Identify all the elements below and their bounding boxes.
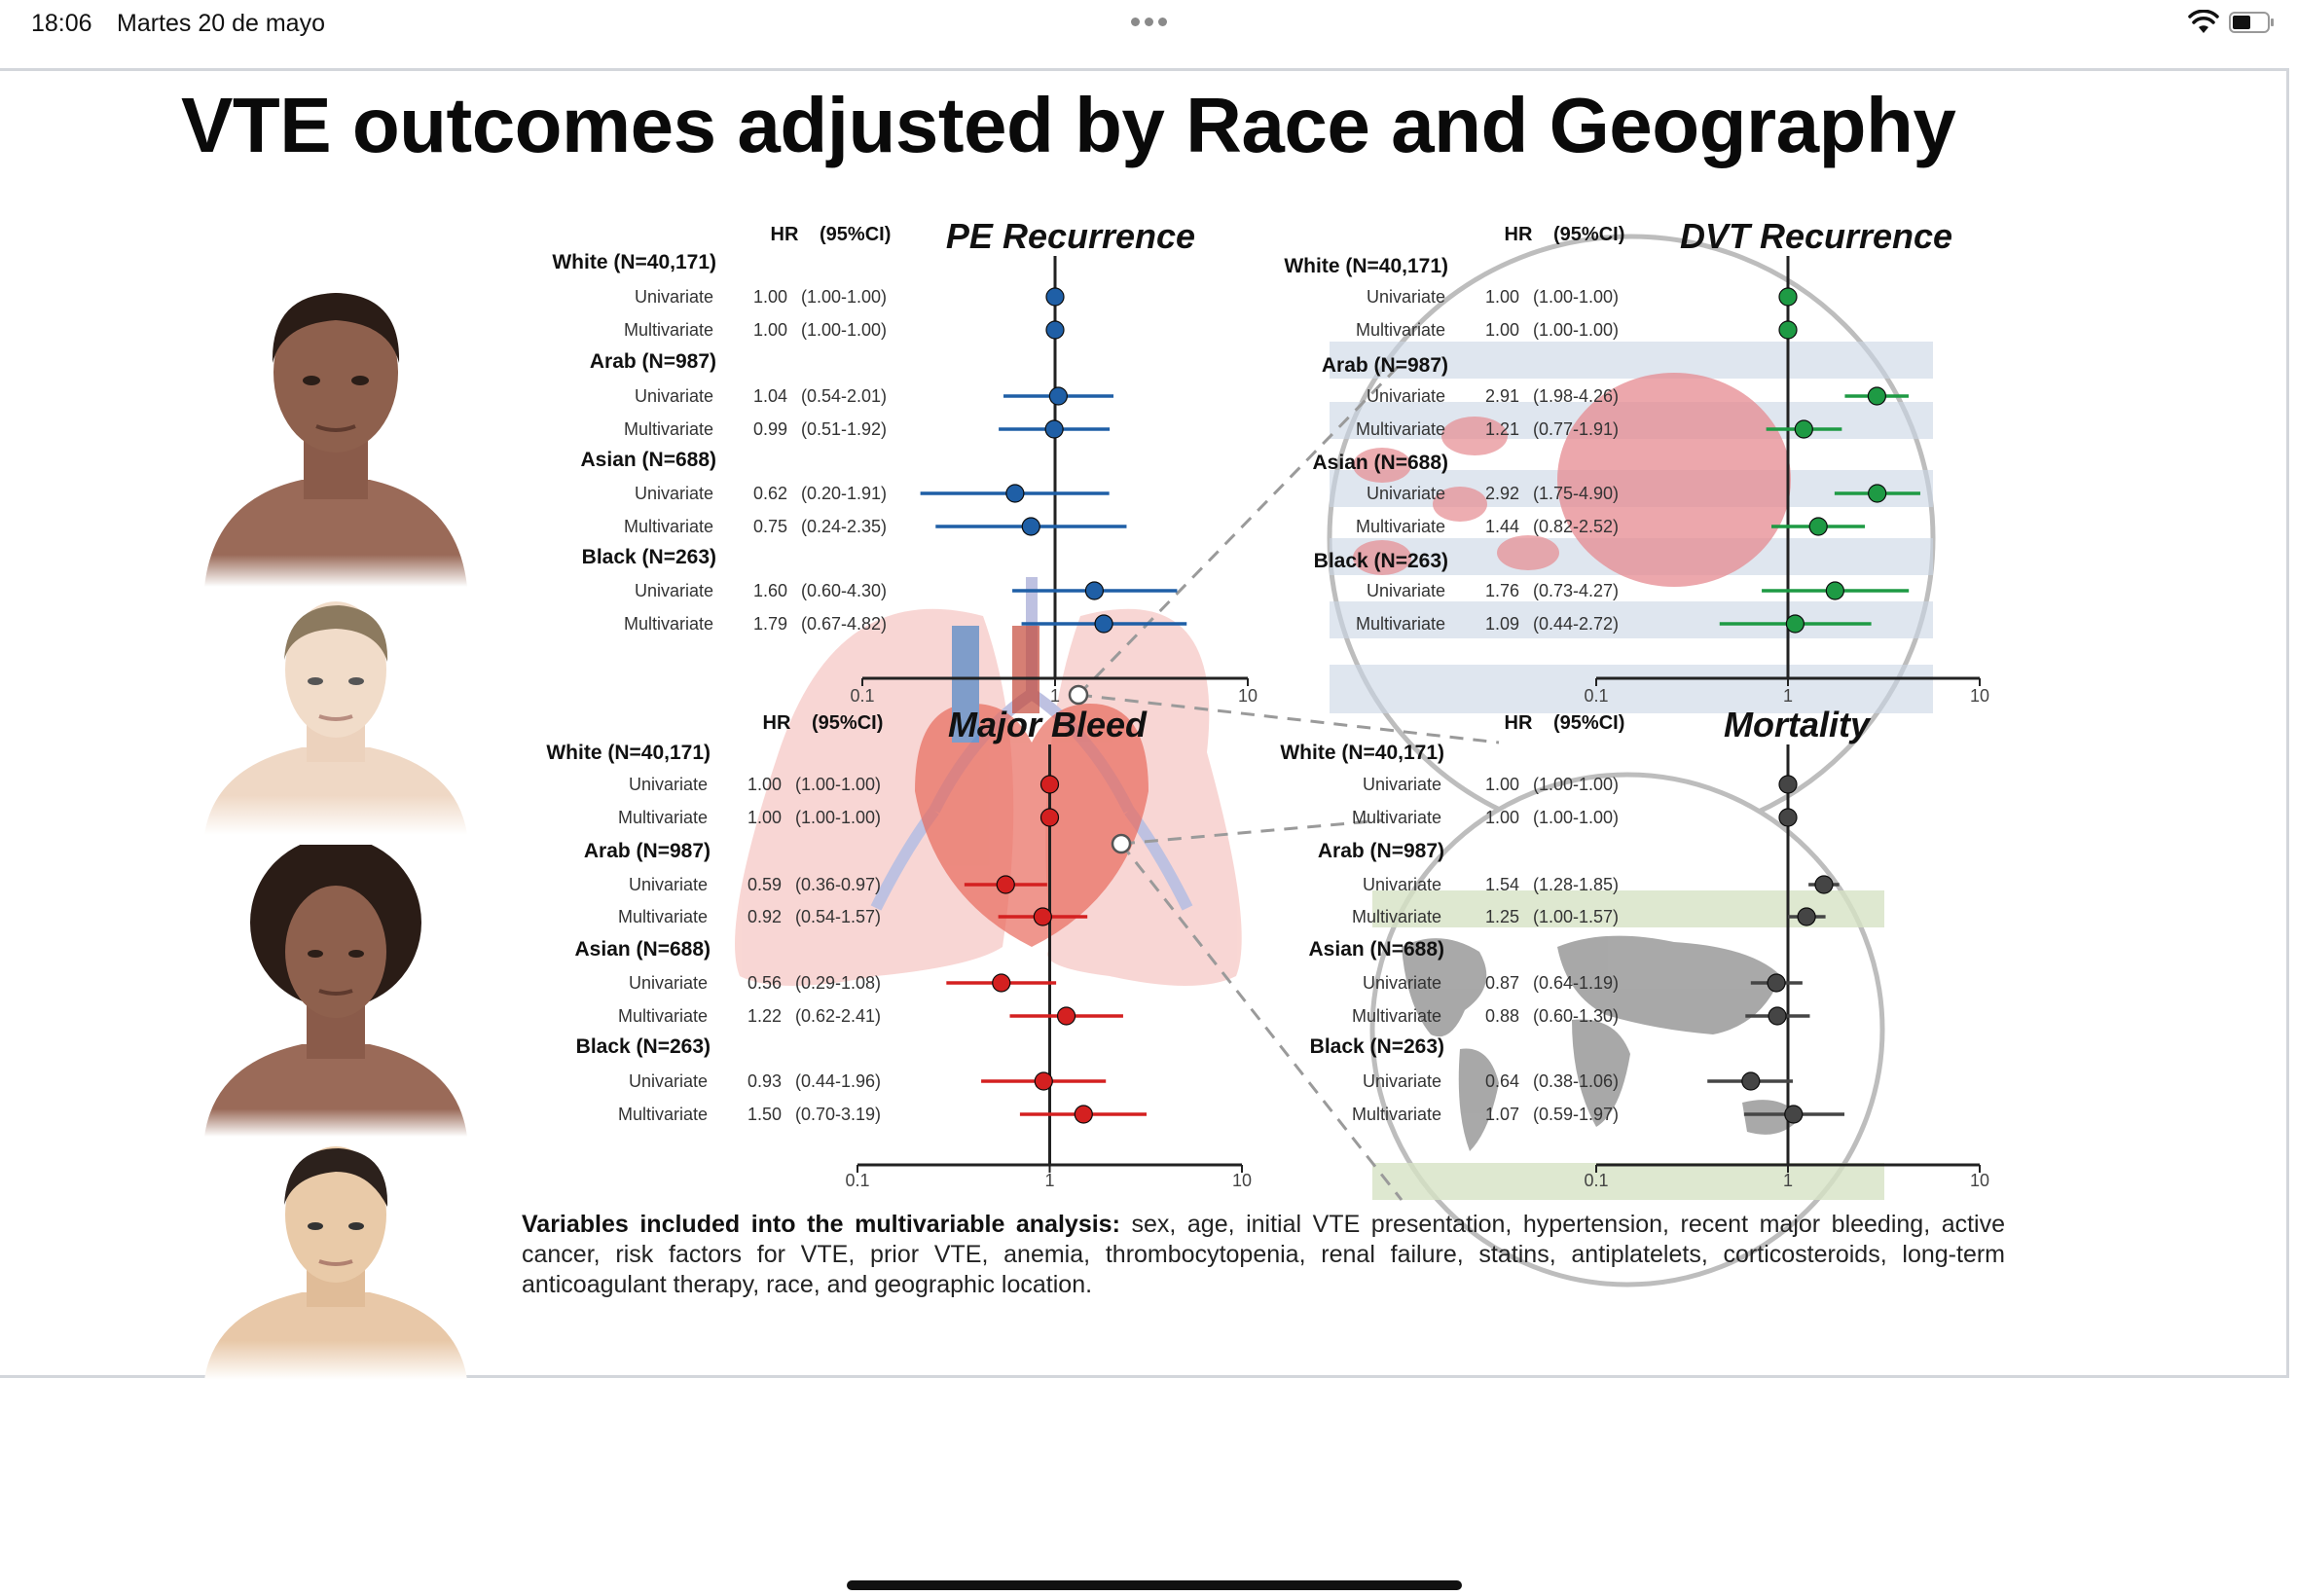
home-indicator[interactable] — [847, 1580, 1462, 1590]
hr-value: 0.56 — [747, 973, 783, 993]
ci-value: (0.82-2.52) — [1533, 517, 1620, 536]
variables-note-label: Variables included into the multivariable analysis: — [522, 1211, 1120, 1238]
ci-header: (95%CI) — [1553, 224, 1625, 245]
group-label: White (N=40,171) — [552, 251, 716, 273]
group-label: Arab (N=987) — [1317, 840, 1444, 862]
x-tick-label: 10 — [1969, 1171, 1990, 1190]
group-label: Black (N=263) — [581, 546, 716, 568]
hr-value: 2.91 — [1485, 386, 1520, 406]
hr-point — [1085, 582, 1103, 599]
group-label: White (N=40,171) — [546, 742, 711, 764]
hr-point — [1826, 582, 1843, 599]
model-label: Univariate — [628, 775, 708, 794]
model-label: Univariate — [1366, 386, 1445, 406]
hr-value: 1.50 — [747, 1105, 783, 1124]
hr-value: 0.64 — [1485, 1071, 1520, 1091]
chart-title: PE Recurrence — [945, 216, 1196, 256]
status-date: Martes 20 de mayo — [117, 10, 325, 37]
chart-title: DVT Recurrence — [1679, 216, 1953, 256]
x-tick-label: 0.1 — [850, 686, 875, 706]
hr-value: 1.60 — [753, 581, 788, 600]
hr-point — [1768, 974, 1785, 992]
ci-value: (0.44-1.96) — [795, 1071, 882, 1091]
ci-value: (1.75-4.90) — [1533, 484, 1620, 503]
hr-value: 1.00 — [753, 287, 788, 307]
x-tick-label: 1 — [1782, 1171, 1794, 1190]
ci-value: (0.54-2.01) — [801, 386, 888, 406]
variables-note-text: sex, age, initial VTE presentation, hypertension, recent major bleeding, active cancer, risk factors for VTE, prior VTE, anemia, thrombocytopenia, renal failure, statins, antiplatelets, corticosteroids, long-term anticoagulant therapy, race, and geographic location. — [522, 1211, 2006, 1298]
ci-value: (0.44-2.72) — [1533, 614, 1620, 634]
hr-point — [1779, 776, 1797, 793]
hr-value: 2.92 — [1485, 484, 1520, 503]
group-label: Black (N=263) — [575, 1035, 711, 1058]
model-label: Multivariate — [617, 907, 708, 926]
hr-point — [993, 974, 1010, 992]
group-label: White (N=40,171) — [1280, 742, 1444, 764]
x-tick-label: 0.1 — [1584, 1171, 1609, 1190]
ci-header: (95%CI) — [820, 224, 892, 245]
hr-point — [1046, 288, 1064, 306]
ci-value: (1.00-1.00) — [1533, 287, 1620, 307]
ci-value: (0.64-1.19) — [1533, 973, 1620, 993]
hr-point — [1768, 1007, 1786, 1025]
model-label: Univariate — [634, 386, 713, 406]
ci-value: (1.00-1.00) — [1533, 808, 1620, 827]
model-label: Multivariate — [1351, 1006, 1441, 1026]
hr-point — [1041, 809, 1059, 826]
group-label: Asian (N=688) — [1312, 452, 1448, 474]
hr-point — [1095, 615, 1112, 633]
hr-point — [1779, 809, 1797, 826]
model-label: Multivariate — [1351, 1105, 1441, 1124]
ci-value: (1.00-1.00) — [801, 320, 888, 340]
multitasking-dots-icon[interactable] — [1131, 14, 1176, 25]
hr-point — [1785, 1106, 1803, 1123]
ci-value: (0.60-1.30) — [1533, 1006, 1620, 1026]
model-label: Univariate — [634, 287, 713, 307]
ci-value: (1.00-1.00) — [801, 287, 888, 307]
hr-value: 0.99 — [753, 419, 788, 439]
model-label: Univariate — [628, 1071, 708, 1091]
hr-value: 1.00 — [1485, 775, 1520, 794]
model-label: Univariate — [628, 973, 708, 993]
model-label: Multivariate — [1355, 320, 1445, 340]
model-label: Univariate — [1362, 1071, 1441, 1091]
hr-value: 1.25 — [1485, 907, 1520, 926]
hr-value: 1.00 — [747, 775, 783, 794]
x-tick-label: 10 — [1237, 686, 1258, 706]
hr-point — [1045, 420, 1063, 438]
hr-point — [1046, 321, 1064, 339]
hr-value: 1.54 — [1485, 875, 1520, 894]
forest-plot-panel — [0, 71, 2289, 1375]
model-label: Multivariate — [623, 419, 713, 439]
hr-value: 0.75 — [753, 517, 788, 536]
hr-point — [1006, 485, 1024, 502]
hr-point — [1786, 615, 1804, 633]
battery-icon — [2229, 12, 2276, 33]
ci-value: (0.59-1.97) — [1533, 1105, 1620, 1124]
ci-value: (1.28-1.85) — [1533, 875, 1620, 894]
hr-point — [1809, 518, 1827, 535]
model-label: Multivariate — [617, 1105, 708, 1124]
model-label: Univariate — [634, 581, 713, 600]
ci-value: (0.73-4.27) — [1533, 581, 1620, 600]
status-bar — [0, 0, 2297, 49]
model-label: Univariate — [1366, 484, 1445, 503]
ci-value: (0.70-3.19) — [795, 1105, 882, 1124]
hr-point — [1034, 908, 1051, 925]
model-label: Multivariate — [617, 1006, 708, 1026]
group-label: Asian (N=688) — [580, 449, 716, 471]
status-time: 18:06 — [31, 10, 92, 37]
hr-point — [1035, 1072, 1052, 1090]
x-tick-label: 10 — [1231, 1171, 1253, 1190]
group-label: Arab (N=987) — [583, 840, 711, 862]
group-label: Black (N=263) — [1309, 1035, 1444, 1058]
slide — [0, 68, 2289, 1378]
ci-value: (0.67-4.82) — [801, 614, 888, 634]
ci-value: (0.36-0.97) — [795, 875, 882, 894]
slide-title: VTE outcomes adjusted by Race and Geography — [181, 82, 1956, 168]
model-label: Multivariate — [1355, 614, 1445, 634]
ci-value: (0.51-1.92) — [801, 419, 888, 439]
ci-value: (0.29-1.08) — [795, 973, 882, 993]
x-tick-label: 0.1 — [1584, 686, 1609, 706]
ci-value: (0.77-1.91) — [1533, 419, 1620, 439]
chart-title: Mortality — [1723, 705, 1871, 744]
hr-value: 0.87 — [1485, 973, 1520, 993]
ci-header: (95%CI) — [812, 712, 884, 734]
hr-point — [1075, 1106, 1092, 1123]
model-label: Univariate — [634, 484, 713, 503]
hr-header: HR — [770, 224, 799, 245]
hr-value: 1.44 — [1485, 517, 1520, 536]
ci-header: (95%CI) — [1553, 712, 1625, 734]
model-label: Multivariate — [617, 808, 708, 827]
wifi-icon — [2188, 10, 2219, 35]
group-label: Black (N=263) — [1313, 550, 1448, 572]
hr-point — [1041, 776, 1059, 793]
hr-header: HR — [1504, 224, 1533, 245]
hr-value: 1.79 — [753, 614, 788, 634]
hr-value: 0.92 — [747, 907, 783, 926]
x-tick-label: 1 — [1782, 686, 1794, 706]
ci-value: (1.98-4.26) — [1533, 386, 1620, 406]
model-label: Univariate — [1362, 973, 1441, 993]
hr-point — [1815, 876, 1833, 893]
model-label: Multivariate — [1351, 808, 1441, 827]
hr-value: 1.07 — [1485, 1105, 1520, 1124]
ci-value: (0.20-1.91) — [801, 484, 888, 503]
group-label: Arab (N=987) — [1321, 354, 1448, 377]
model-label: Multivariate — [623, 517, 713, 536]
hr-value: 1.00 — [747, 808, 783, 827]
ci-value: (0.62-2.41) — [795, 1006, 882, 1026]
ci-value: (1.00-1.00) — [795, 775, 882, 794]
ci-value: (1.00-1.00) — [1533, 320, 1620, 340]
model-label: Multivariate — [1355, 517, 1445, 536]
group-label: Asian (N=688) — [1308, 938, 1444, 961]
x-tick-label: 10 — [1969, 686, 1990, 706]
hr-value: 1.00 — [1485, 320, 1520, 340]
model-label: Multivariate — [623, 320, 713, 340]
hr-point — [1022, 518, 1039, 535]
ci-value: (0.54-1.57) — [795, 907, 882, 926]
hr-value: 0.93 — [747, 1071, 783, 1091]
hr-value: 0.88 — [1485, 1006, 1520, 1026]
x-tick-label: 1 — [1049, 686, 1061, 706]
hr-value: 1.22 — [747, 1006, 783, 1026]
model-label: Univariate — [1362, 775, 1441, 794]
group-label: Asian (N=688) — [574, 938, 711, 961]
ci-value: (1.00-1.00) — [795, 808, 882, 827]
hr-point — [1869, 485, 1886, 502]
hr-point — [1798, 908, 1815, 925]
hr-point — [1742, 1072, 1760, 1090]
hr-point — [1058, 1007, 1076, 1025]
hr-value: 1.04 — [753, 386, 788, 406]
model-label: Univariate — [1362, 875, 1441, 894]
hr-point — [1779, 288, 1797, 306]
hr-point — [1049, 387, 1067, 405]
hr-value: 0.59 — [747, 875, 783, 894]
model-label: Univariate — [628, 875, 708, 894]
hr-value: 1.00 — [1485, 287, 1520, 307]
ci-value: (1.00-1.57) — [1533, 907, 1620, 926]
hr-point — [1868, 387, 1885, 405]
x-tick-label: 1 — [1044, 1171, 1055, 1190]
hr-header: HR — [762, 712, 791, 734]
model-label: Multivariate — [1355, 419, 1445, 439]
x-tick-label: 0.1 — [845, 1171, 870, 1190]
hr-value: 0.62 — [753, 484, 788, 503]
hr-header: HR — [1504, 712, 1533, 734]
group-label: White (N=40,171) — [1284, 255, 1448, 277]
ci-value: (0.38-1.06) — [1533, 1071, 1620, 1091]
ci-value: (1.00-1.00) — [1533, 775, 1620, 794]
hr-value: 1.00 — [1485, 808, 1520, 827]
ci-value: (0.24-2.35) — [801, 517, 888, 536]
variables-note — [522, 1210, 2005, 1300]
hr-point — [1779, 321, 1797, 339]
chart-title: Major Bleed — [947, 705, 1148, 744]
ci-value: (0.60-4.30) — [801, 581, 888, 600]
model-label: Univariate — [1366, 581, 1445, 600]
model-label: Multivariate — [623, 614, 713, 634]
hr-value: 1.76 — [1485, 581, 1520, 600]
hr-point — [997, 876, 1014, 893]
group-label: Arab (N=987) — [589, 350, 716, 373]
hr-value: 1.09 — [1485, 614, 1520, 634]
hr-point — [1795, 420, 1812, 438]
model-label: Multivariate — [1351, 907, 1441, 926]
model-label: Univariate — [1366, 287, 1445, 307]
hr-value: 1.21 — [1485, 419, 1520, 439]
hr-value: 1.00 — [753, 320, 788, 340]
